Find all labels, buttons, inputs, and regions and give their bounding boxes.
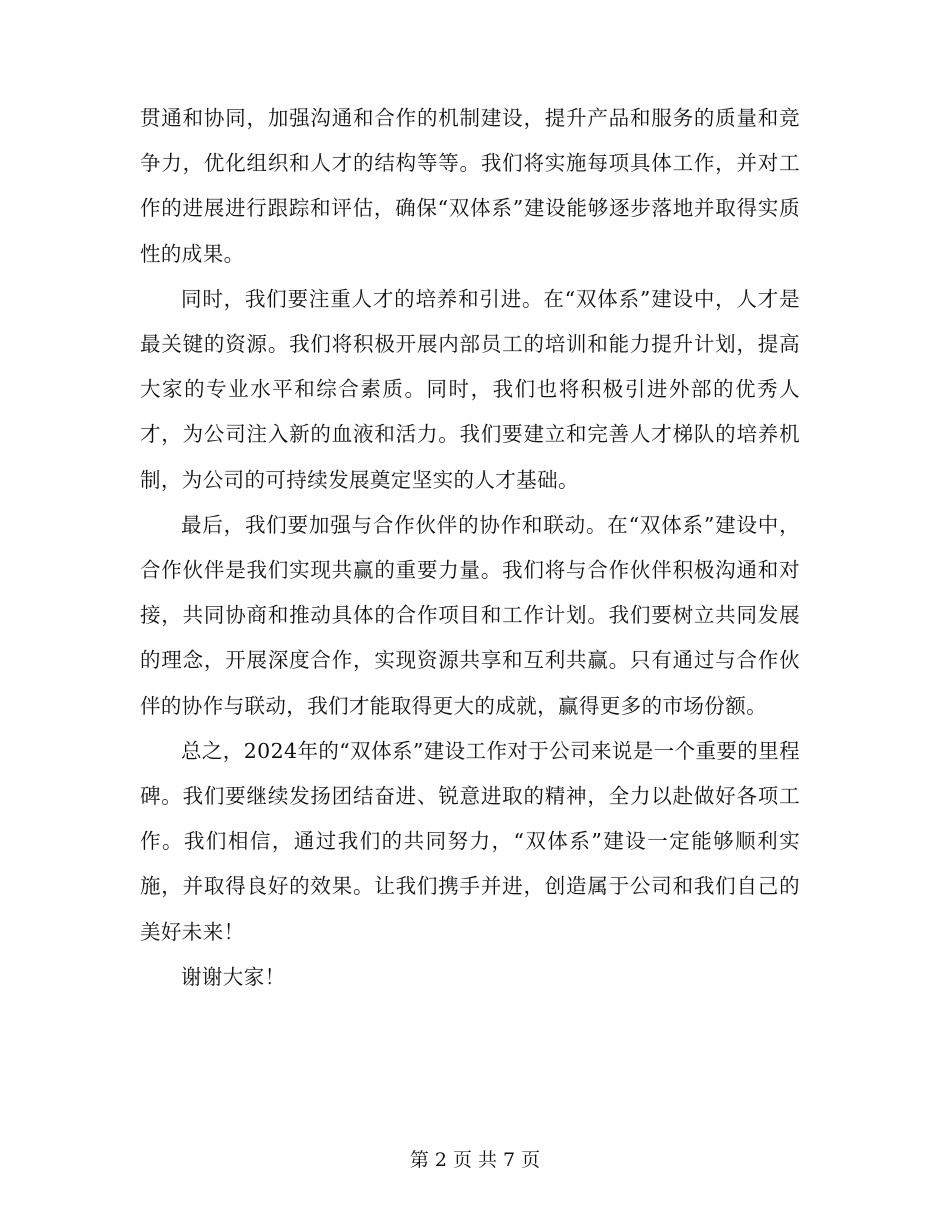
paragraph-2: 同时，我们要注重人才的培养和引进。在“双体系”建设中，人才是最关键的资源。我们将积极开展内部员工的培训和能力提升计划，提高大家的专业水平和综合素质。同时，我们也将积极引进外部的优秀人才，为公司注入新的血液和活力。我们要建立和完善人才梯队的培养机制，为公司的可持续发展奠定坚实的人才基础。 (140, 286, 800, 492)
paragraph-4: 总之，2024年的“双体系”建设工作对于公司来说是一个重要的里程碑。我们要继续发扬团结奋进、锐意进取的精神，全力以赴做好各项工作。我们相信，通过我们的共同努力，“双体系”建设一定能够顺利实施，并取得良好的效果。让我们携手并进，创造属于公司和我们自己的美好未来！ (140, 738, 800, 944)
document-body (140, 96, 800, 1000)
paragraph-1: 贯通和协同，加强沟通和合作的机制建设，提升产品和服务的质量和竞争力，优化组织和人才的结构等等。我们将实施每项具体工作，并对工作的进展进行跟踪和评估，确保“双体系”建设能够逐步落地并取得实质性的成果。 (140, 106, 800, 266)
paragraph-3: 最后，我们要加强与合作伙伴的协作和联动。在“双体系”建设中，合作伙伴是我们实现共赢的重要力量。我们将与合作伙伴积极沟通和对接，共同协商和推动具体的合作项目和工作计划。我们要树立共同发展的理念，开展深度合作，实现资源共享和互利共赢。只有通过与合作伙伴的协作与联动，我们才能取得更大的成就，赢得更多的市场份额。 (140, 512, 800, 718)
paragraph-5: 谢谢大家！ (181, 964, 286, 989)
page-number-footer: 第 2 页 共 7 页 (409, 1149, 541, 1171)
